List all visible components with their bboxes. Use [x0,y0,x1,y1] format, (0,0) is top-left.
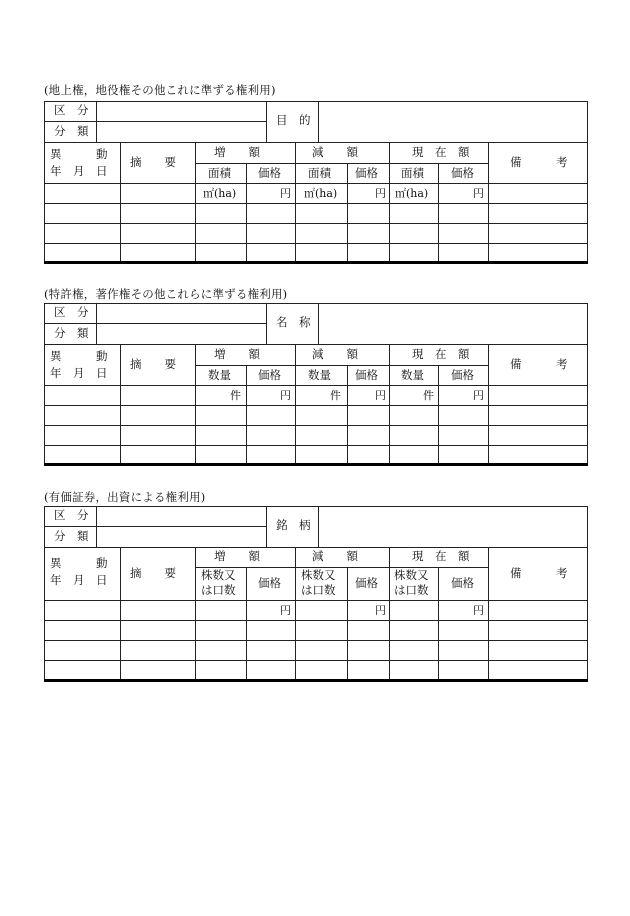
price-unit: 円 [473,187,484,200]
price-label: 価格 [451,166,474,180]
date-label: 年 月 日 [50,164,108,178]
increase-label: 増 額 [214,347,260,361]
price-unit: 円 [375,187,386,200]
increase-label: 増 額 [214,145,260,159]
remarks-label: 備 考 [510,155,568,169]
bunrui-label: 分 類 [54,529,89,543]
shares-label-line1: 株数又 [301,568,336,582]
increase-label: 増 額 [214,549,260,563]
kubun-label: 区 分 [54,103,89,117]
price-label: 価格 [258,166,281,180]
price-unit: 円 [280,389,291,402]
price-label: 価格 [451,368,474,382]
qty-unit: ㎡(ha) [304,187,338,200]
ledger-table [44,303,588,466]
price-unit: 円 [473,389,484,402]
shares-label-line2: は口数 [201,583,236,597]
tekiyo-label: 摘 要 [130,357,176,371]
qty-unit: 件 [330,389,341,402]
decrease-label: 減 額 [312,145,358,159]
remarks-label: 備 考 [510,566,568,580]
shares-label-line1: 株数又 [201,568,236,582]
qty-label: 数量 [208,368,231,382]
qty-unit: 件 [230,389,241,402]
idou-label: 異 動 [50,349,108,363]
ledger-table [44,101,588,264]
section-title: (有価証券，出資による権利用) [44,490,206,504]
kubun-label: 区 分 [54,508,89,522]
bunrui-label: 分 類 [54,326,89,340]
name-label: 名 称 [276,315,311,329]
remarks-label: 備 考 [510,357,568,371]
qty-label: 面積 [401,166,424,180]
price-label: 価格 [451,576,474,590]
shares-label-line1: 株数又 [394,568,429,582]
kubun-label: 区 分 [54,305,89,319]
qty-label: 面積 [308,166,331,180]
qty-label: 数量 [308,368,331,382]
tekiyo-label: 摘 要 [130,566,176,580]
purpose-label: 目 的 [276,113,311,127]
current-label: 現 在 額 [412,549,470,563]
price-label: 価格 [258,368,281,382]
qty-unit: 件 [423,389,434,402]
price-unit: 円 [280,604,291,617]
qty-label: 面積 [208,166,231,180]
price-label: 価格 [355,576,378,590]
ledger-table [44,506,588,682]
tekiyo-label: 摘 要 [130,155,176,169]
decrease-label: 減 額 [312,549,358,563]
section-title: (地上権，地役権その他これに準ずる権利用) [44,83,276,97]
price-unit: 円 [375,604,386,617]
price-label: 価格 [355,368,378,382]
issue-label: 銘 柄 [276,518,311,532]
idou-label: 異 動 [50,556,108,570]
date-label: 年 月 日 [50,366,108,380]
qty-unit: ㎡(ha) [203,187,237,200]
shares-label-line2: は口数 [394,583,429,597]
current-label: 現 在 額 [412,347,470,361]
qty-unit: ㎡(ha) [395,187,429,200]
qty-label: 数量 [401,368,424,382]
current-label: 現 在 額 [412,145,470,159]
shares-label-line2: は口数 [301,583,336,597]
price-unit: 円 [473,604,484,617]
price-unit: 円 [375,389,386,402]
price-unit: 円 [280,187,291,200]
idou-label: 異 動 [50,147,108,161]
price-label: 価格 [355,166,378,180]
section-title: (特許権，著作権その他これらに準ずる権利用) [44,287,288,301]
bunrui-label: 分 類 [54,124,89,138]
date-label: 年 月 日 [50,573,108,587]
price-label: 価格 [258,576,281,590]
decrease-label: 減 額 [312,347,358,361]
